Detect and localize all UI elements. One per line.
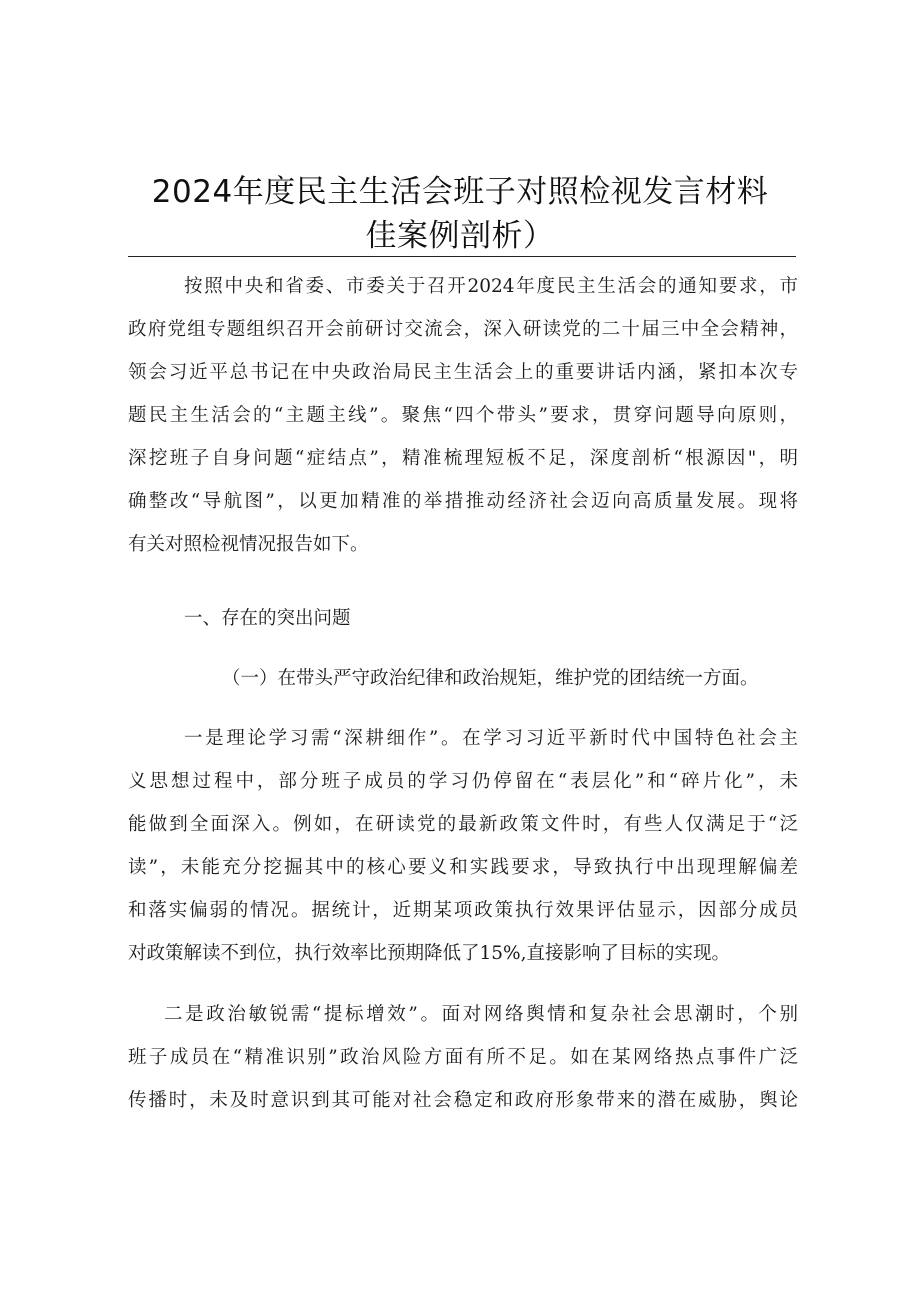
point2-line-3: 传播时，未及时意识到其可能对社会稳定和政府形象带来的潜在威胁，舆论 xyxy=(128,1090,798,1111)
subsection-heading-political-discipline: （一）在带头严守政治纪律和政治规矩，维护党的团结统一方面。 xyxy=(222,668,759,689)
point1-line-3: 能做到全面深入。例如，在研读党的最新政策文件时，有些人仅满足于“泛 xyxy=(128,814,798,835)
document-title-line-2: 佳案例剖析） xyxy=(365,218,555,254)
point1-line-1: 一是理论学习需“深耕细作”。在学习习近平新时代中国特色社会主 xyxy=(184,728,798,749)
intro-line-6: 确整改“导航图”，以更加精准的举措推动经济社会迈向高质量发展。现将 xyxy=(128,491,798,512)
title-underline-divider xyxy=(128,256,796,257)
intro-line-3: 领会习近平总书记在中央政治局民主生活会上的重要讲话内涵，紧扣本次专 xyxy=(128,362,798,383)
intro-line-5: 深挖班子自身问题“症结点”，精准梳理短板不足，深度剖析“根源因"，明 xyxy=(128,448,798,469)
intro-line-2: 政府党组专题组织召开会前研讨交流会，深入研读党的二十届三中全会精神， xyxy=(128,319,798,340)
point1-line-6: 对政策解读不到位，执行效率比预期降低了15%,直接影响了目标的实现。 xyxy=(128,943,731,964)
point2-line-1: 二是政治敏锐需“提标增效”。面对网络舆情和复杂社会思潮时，个别 xyxy=(164,1004,798,1025)
point1-line-2: 义思想过程中，部分班子成员的学习仍停留在“表层化”和“碎片化”，未 xyxy=(128,771,798,792)
intro-line-1: 按照中央和省委、市委关于召开2024年度民主生活会的通知要求，市 xyxy=(184,276,798,297)
document-title-line-1: 2024年度民主生活会班子对照检视发言材料 xyxy=(151,174,769,210)
point2-line-2: 班子成员在“精准识别”政治风险方面有所不足。如在某网络热点事件广泛 xyxy=(128,1047,798,1068)
intro-line-4: 题民主生活会的“主题主线”。聚焦“四个带头”要求，贯穿问题导向原则， xyxy=(128,405,798,426)
point1-line-5: 和落实偏弱的情况。据统计，近期某项政策执行效果评估显示，因部分成员 xyxy=(128,900,798,921)
point1-line-4: 读”，未能充分挖掘其中的核心要义和实践要求，导致执行中出现理解偏差 xyxy=(128,857,798,878)
intro-line-7: 有关对照检视情况报告如下。 xyxy=(128,534,369,555)
section-heading-problems: 一、存在的突出问题 xyxy=(184,608,351,629)
